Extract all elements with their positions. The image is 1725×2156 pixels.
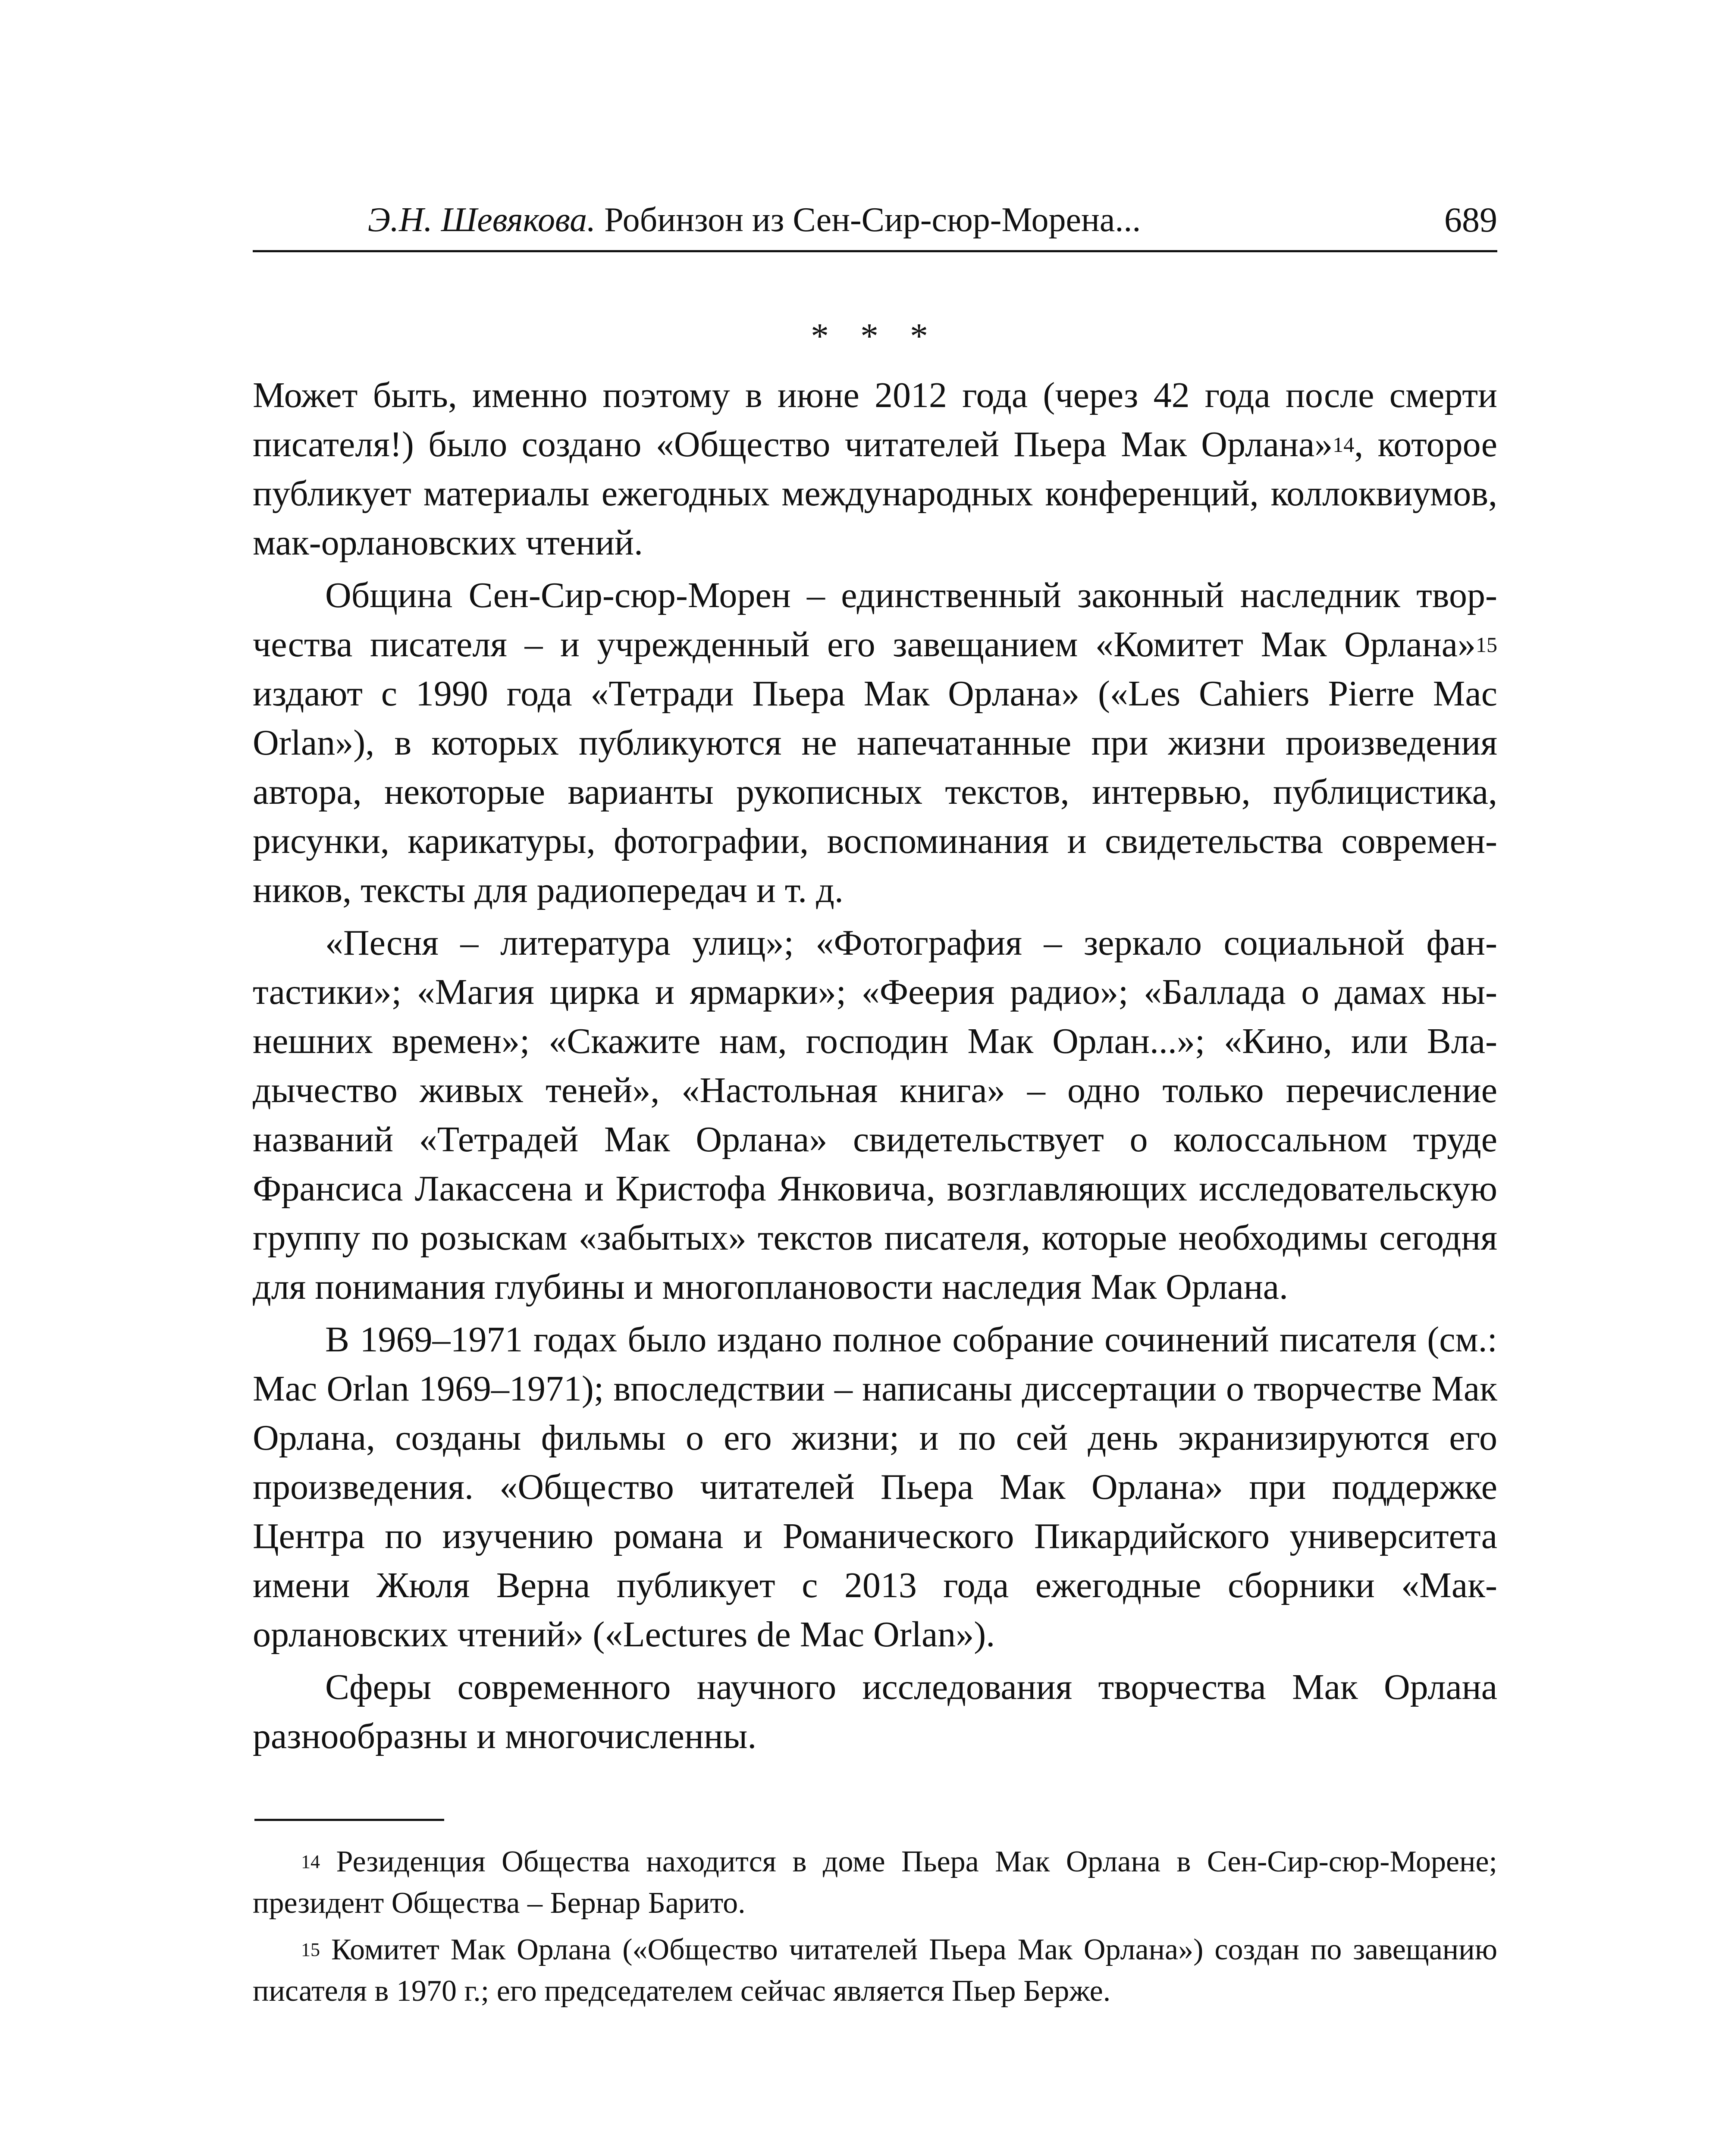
footnote-14-text: Резиденция Общества находится в доме Пьера Мак Орлана в Сен-Сир-сюр-Морене; президент Общества – Бернар Барито. <box>253 1845 1497 1920</box>
paragraph-3-text: «Песня – литература улиц»; «Фотография – зеркало социальной фантастики»; «Магия цирка и ярмарки»; «Феерия радио»; «Баллада о дамах нынешних времен»; «Скажите нам, господин Мак Орлан...»; «Кино, или Владычество живых теней», «Настольная книга» – одно только перечисление названий «Тетрадей Мак Орлана» свидетельствует о колоссальном труде Франсиса Лакассена и Кристофа Янковича, возглавляющих исследовательскую группу по розыскам «забытых» текстов писателя, которые необходимы сегодня для понимания глубины и многоплановости наследия Мак Орлана. <box>253 923 1497 1307</box>
paragraph-2-text-a: Община Сен-Сир-сюр-Морен – единственный законный наследник творчества писателя – и учрежденный его завещанием «Комитет Мак Орлана» <box>253 575 1497 664</box>
footnotes <box>253 1841 1497 2017</box>
footnote-15-text: Комитет Мак Орлана («Общество читателей Пьера Мак Орлана») создан по завещанию писателя в 1970 г.; его председателем сейчас является Пьер Берже. <box>253 1933 1497 2008</box>
paragraph-1-text-b: , которое публикует материалы ежегодных международных конференций, коллоквиумов, мак-орлановских чтений. <box>253 424 1497 563</box>
paragraph-5 <box>253 1663 1497 1761</box>
running-head-author: Э.Н. Шевякова. <box>367 201 596 239</box>
paragraph-1-text-a: Может быть, именно поэтому в июне 2012 года (через 42 года после смерти писателя!) было создано «Общество читателей Пьера Мак Орлана» <box>253 375 1497 464</box>
running-head <box>253 190 1497 252</box>
paragraph-2 <box>253 571 1497 915</box>
footnote-14-mark: 14 <box>301 1851 320 1872</box>
body-text <box>253 371 1497 1761</box>
footnote-14 <box>253 1841 1497 1924</box>
paragraph-3 <box>253 918 1497 1312</box>
page-number: 689 <box>1444 200 1497 239</box>
paragraph-1 <box>253 371 1497 567</box>
running-head-text <box>253 198 1256 241</box>
section-break: * * * <box>811 316 939 356</box>
footnote-ref-14: 14 <box>1333 432 1355 457</box>
paragraph-4 <box>253 1315 1497 1659</box>
paragraph-4-text: В 1969–1971 годах было издано полное собрание сочинений писателя (см.: Mac Orlan 1969–1971); впоследствии – написаны диссертации о творчестве Мак Орлана, созданы фильмы о его жизни; и по сей день экранизируются его произведения. «Общество читателей Пьера Мак Орлана» при поддержке Центра по изучению романа и Романического Пикардийского университета имени Жюля Верна публикует с 2013 года ежегодные сборники «Мак-орлановских чтений» («Lectures de Mac Orlan»). <box>253 1319 1497 1655</box>
paragraph-5-text: Сферы современного научного исследования творчества Мак Орлана разнообразны и многочисленны. <box>253 1667 1497 1756</box>
footnote-15 <box>253 1929 1497 2012</box>
footnote-separator <box>254 1819 444 1821</box>
footnote-15-mark: 15 <box>301 1939 320 1960</box>
footnote-ref-15: 15 <box>1476 633 1497 657</box>
paragraph-2-text-b: издают с 1990 года «Тетради Пьера Мак Орлана» («Les Cahiers Pierre Mac Orlan»), в которых публикуются не напечатанные при жизни произведения автора, некоторые варианты рукописных текстов, интервью, публицистика, рисунки, карикатуры, фотографии, воспоминания и свидетельства современников, тексты для радиопередач и т. д. <box>253 674 1497 910</box>
running-head-title: Робинзон из Сен-Сир-сюр-Морена... <box>604 201 1141 239</box>
